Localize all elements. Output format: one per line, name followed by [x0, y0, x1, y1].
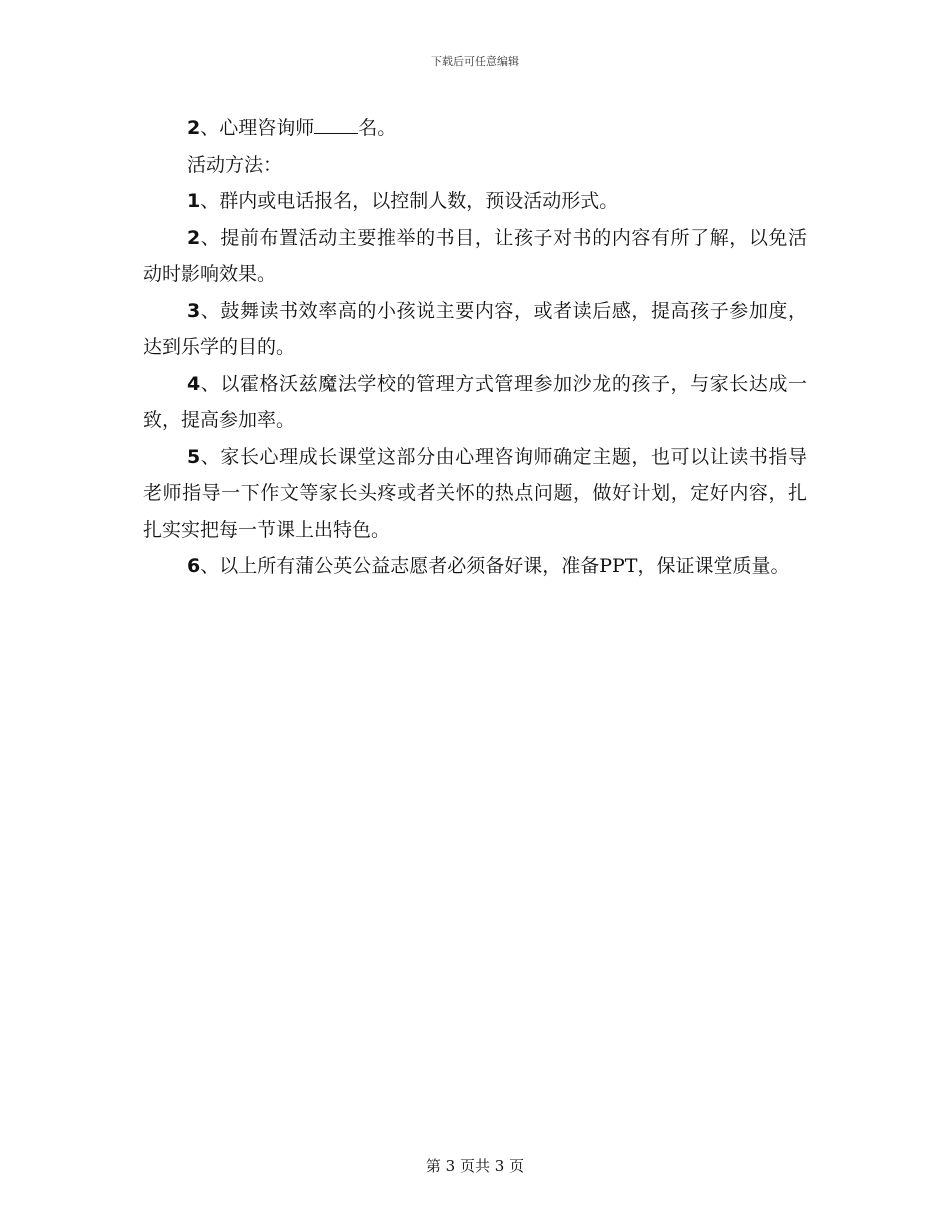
- paragraph-text: 活动方法：: [187, 153, 283, 176]
- paragraph-text: 、心理咨询师: [200, 117, 315, 139]
- paragraph-text: 、群内或电话报名，以控制人数，预设活动形式。: [200, 190, 619, 212]
- paragraph-text: 、以上所有蒲公英公益志愿者必须备好课，准备PPT，保证课堂质量。: [200, 555, 790, 577]
- item-number: 5: [187, 445, 201, 468]
- paragraph-text: 、提前布置活动主要推举的书目，让孩子对书的内容有所了解，以免活动时影响效果。: [143, 226, 807, 285]
- paragraph-method-3: [143, 293, 807, 366]
- paragraph-method-2: [143, 220, 807, 293]
- item-number: 2: [187, 117, 201, 139]
- item-number: 6: [187, 555, 201, 577]
- paragraph-counselor-count: [143, 110, 807, 147]
- paragraph-method-5: [143, 439, 807, 549]
- paragraph-text: 、以霍格沃兹魔法学校的管理方式管理参加沙龙的孩子，与家长达成一致，提高参加率。: [143, 372, 807, 431]
- item-number: 4: [187, 372, 201, 395]
- paragraph-text: 、鼓舞读书效率高的小孩说主要内容，或者读后感，提高孩子参加度，达到乐学的目的。: [143, 299, 807, 358]
- fill-in-blank: [314, 115, 358, 134]
- paragraph-text: 、家长心理成长课堂这部分由心理咨询师确定主题，也可以让读书指导老师指导一下作文等家长头疼或者关怀的热点问题，做好计划，定好内容，扎扎实实把每一节课上出特色。: [143, 445, 807, 541]
- document-body: [143, 110, 807, 585]
- item-number: 2: [187, 226, 201, 249]
- paragraph-method-4: [143, 366, 807, 439]
- item-number: 3: [187, 299, 201, 322]
- page-header: 下载后可任意编辑: [431, 55, 519, 68]
- paragraph-method-1: [143, 183, 807, 220]
- section-heading-methods: [143, 147, 807, 184]
- paragraph-text: 名。: [358, 117, 397, 139]
- paragraph-method-6: [143, 548, 807, 585]
- item-number: 1: [187, 190, 201, 212]
- page-footer-page-number: 第 3 页共 3 页: [425, 1157, 525, 1175]
